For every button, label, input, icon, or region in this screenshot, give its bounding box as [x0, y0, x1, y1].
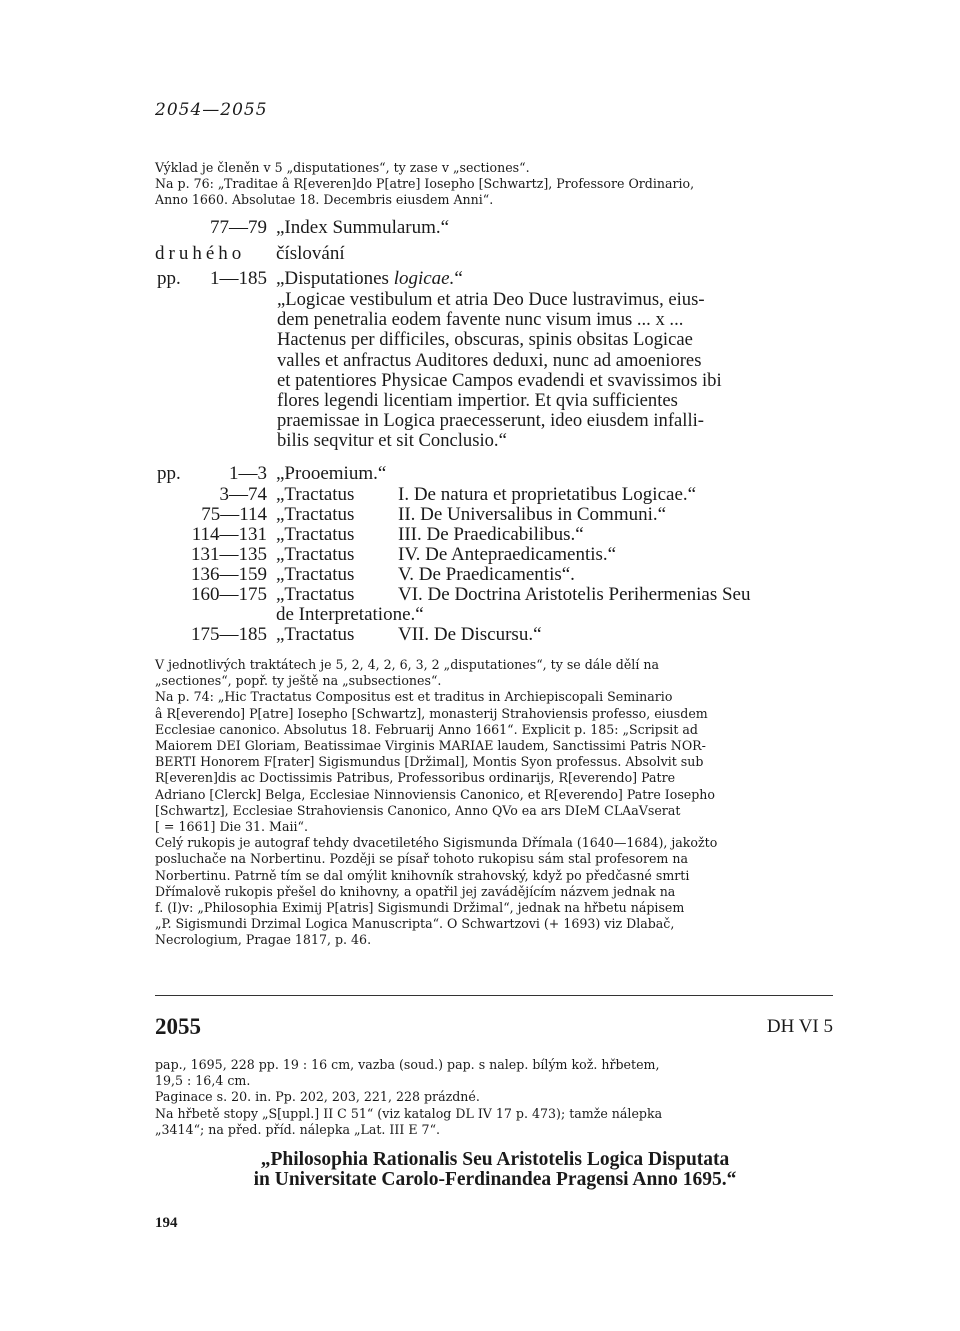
toc-pages: 114—131 [191, 524, 267, 545]
text-line: Výklad je členěn v 5 „disputationes“, ty zase v „sectiones“. [155, 160, 530, 175]
entry-number: 2055 [155, 1014, 201, 1039]
toc-pages: 160—175 [191, 584, 267, 605]
text-line: [Schwartz], Ecclesiae Strahoviensis Canonico, Anno QVo ea ars DIeM CLAaVserat [155, 802, 681, 818]
toc-pages: 75—114 [201, 504, 267, 525]
text-line: Na p. 74: „Hic Tractatus Compositus est et traditus in Archiepiscopali Seminario [155, 689, 673, 705]
text-line: â R[everendo] P[atre] Iosepho [Schwartz], monasterij Strahoviensis professo, eiusdem [155, 705, 708, 721]
toc-entry-index [0, 217, 960, 238]
second-numbering-label: druhého [155, 243, 246, 264]
quoted-passage [277, 290, 837, 452]
toc-subtitle: V. De Praedicamentis“. [398, 564, 575, 585]
entry-title [150, 1150, 840, 1190]
text-line: V jednotlivých traktátech je 5, 2, 4, 2, 6, 3, 2 „disputationes“, ty se dále dělí na [155, 657, 659, 672]
toc-pages: 3—74 [219, 484, 267, 505]
toc-row [0, 584, 960, 605]
toc-title: „Tractatus [276, 564, 355, 585]
text-line: Dřímalově rukopis přešel do knihovny, a opatřil jej zavádějícím názvem jednak na [155, 883, 676, 899]
toc-row [0, 624, 960, 645]
text-line: Anno 1660. Absolutae 18. Decembris eiusdem Anni“. [155, 192, 494, 208]
text-line: Ecclesiae canonico. Absolutus 18. Februarij Anno 1661“. Explicit p. 185: „Scripsit ad [155, 721, 698, 737]
text-line: Maiorem DEI Gloriam, Beatissimae Virginis MARIAE laudem, Sanctissimi Patris NOR- [155, 738, 706, 754]
text-line: R[everen]dis ac Doctissimis Patribus, Professoribus ordinarijs, R[everendo] Patre [155, 770, 676, 786]
text-line: BERTI Honorem F[rater] Sigismundus [Držimal], Montis Syon professus. Absolvit sub [155, 754, 704, 770]
entry-shelfmark: DH VI 5 [766, 1016, 833, 1037]
toc-row [0, 484, 960, 505]
second-numbering-heading [0, 243, 960, 264]
toc-pages: 136—159 [191, 564, 267, 585]
toc-pp-label: pp. [157, 268, 181, 289]
text-line: f. (I)v: „Philosophia Eximij P[atris] Sigismundi Držimal“, jednak na hřbetu nápisem [155, 900, 685, 916]
text-line: Na hřbetě stopy „S[uppl.] II C 51“ (viz katalog DL IV 17 p. 473); tamže nálepka [155, 1105, 663, 1121]
toc-pages: 77—79 [210, 217, 267, 238]
toc-pages: 1—3 [229, 463, 267, 484]
toc-title: „Prooemium.“ [276, 463, 387, 484]
text-line: Na p. 76: „Traditae â R[everen]do P[atre] Iosepho [Schwartz], Professore Ordinario, [155, 176, 695, 192]
toc-title: „Tractatus [276, 584, 355, 605]
toc-title: „Tractatus [276, 484, 355, 505]
toc-title: „Index Summularum.“ [276, 217, 450, 238]
toc-pp-label: pp. [157, 463, 181, 484]
text-line: 19,5 : 16,4 cm. [155, 1073, 251, 1089]
toc-pages: 131—135 [191, 544, 267, 565]
quote-line: dem penetralia eodem favente nunc visum imus ... x ... [277, 309, 684, 331]
quote-line: flores legendi licentiam impertior. Et qvia sufficientes [277, 390, 678, 412]
toc-row [0, 524, 960, 545]
text-line: „sectiones“, popř. ty ještě na „subsectiones“. [155, 673, 442, 689]
toc-row [0, 544, 960, 565]
toc-subtitle: IV. De Antepraedicamentis.“ [398, 544, 617, 565]
toc-title: de Interpretatione.“ [276, 604, 424, 625]
text-line: „P. Sigismundi Drzimal Logica Manuscripta“. O Schwartzovi (+ 1693) viz Dlabač, [155, 916, 675, 932]
title-line: „Philosophia Rationalis Seu Aristotelis Logica Disputata [260, 1149, 730, 1170]
page-number: 194 [155, 1215, 178, 1231]
text-line: „3414“; na před. příd. nálepka „Lat. III E 7“. [155, 1121, 441, 1137]
text-line: Paginace s. 20. in. Pp. 202, 203, 221, 228 prázdné. [155, 1089, 480, 1105]
toc-row [0, 604, 960, 625]
text-line: posluchače na Norbertinu. Později se písař tohoto rukopisu sám stal profesorem na [155, 851, 688, 867]
toc-title: „Tractatus [276, 524, 355, 545]
toc-title: „Tractatus [276, 544, 355, 565]
toc-subtitle: II. De Universalibus in Communi.“ [398, 504, 667, 525]
toc-subtitle: III. De Praedicabilibus.“ [398, 524, 584, 545]
text-line: Norbertinu. Patrně tím se dal omýlit knihovník strahovský, když po předčasné smrti [155, 867, 690, 883]
text-line: Necrologium, Pragae 1817, p. 46. [155, 932, 372, 948]
quote-line: bilis seqvitur et sit Conclusio.“ [277, 430, 507, 452]
toc-pages: 1—185 [210, 268, 267, 289]
toc-title: „Tractatus [276, 624, 355, 645]
title-line: in Universitate Carolo-Ferdinandea Pragensi Anno 1695.“ [253, 1169, 737, 1190]
text-line: [ = 1661] Die 31. Maii“. [155, 819, 308, 835]
quote-line: et patentiores Physicae Campos evadendi et svavissimos ibi [277, 369, 722, 391]
second-numbering-text: číslování [276, 243, 345, 264]
toc-title: „Tractatus [276, 504, 355, 525]
quote-line: „Logicae vestibulum et atria Deo Duce lustravimus, eius- [277, 289, 705, 310]
toc-entry-disputationes [0, 268, 960, 289]
toc-subtitle: VII. De Discursu.“ [398, 624, 542, 645]
notes-paragraph [155, 657, 835, 949]
toc-title-prefix: „Disputationes [276, 268, 394, 289]
quote-line: Hactenus per difficiles, obscuras, spinis obsitas Logicae [277, 329, 693, 351]
toc-row [0, 463, 960, 484]
text-line: Adriano [Clerck] Belga, Ecclesiae Ninnoviensis Canonico, et R[everendo] Patre Iosepho [155, 786, 715, 802]
quote-line: valles et anfractus Auditores deduxi, nunc ad amoeniores [277, 349, 702, 371]
quote-line: praemissae in Logica praecesserunt, ideo eiusdem infalli- [277, 410, 704, 432]
running-head: 2054—2055 [155, 100, 268, 120]
toc-title-suffix: “ [454, 268, 463, 289]
toc-pages: 175—185 [191, 624, 267, 645]
text-line: Celý rukopis je autograf tehdy dvacetiletého Sigismunda Dřímala (1640—1684), jakožto [155, 835, 718, 851]
text-line: pap., 1695, 228 pp. 19 : 16 cm, vazba (soud.) pap. s nalep. bílým kož. hřbetem, [155, 1057, 660, 1072]
entry-description [155, 1057, 835, 1138]
toc-title [276, 268, 463, 290]
toc-row [0, 564, 960, 585]
toc-title-italic: logicae. [393, 268, 455, 289]
toc-subtitle: VI. De Doctrina Aristotelis Perihermenias Seu [398, 584, 751, 605]
toc-row [0, 504, 960, 525]
toc-subtitle: I. De natura et proprietatibus Logicae.“ [398, 484, 697, 505]
section-divider [155, 995, 833, 996]
intro-paragraph [155, 160, 835, 209]
